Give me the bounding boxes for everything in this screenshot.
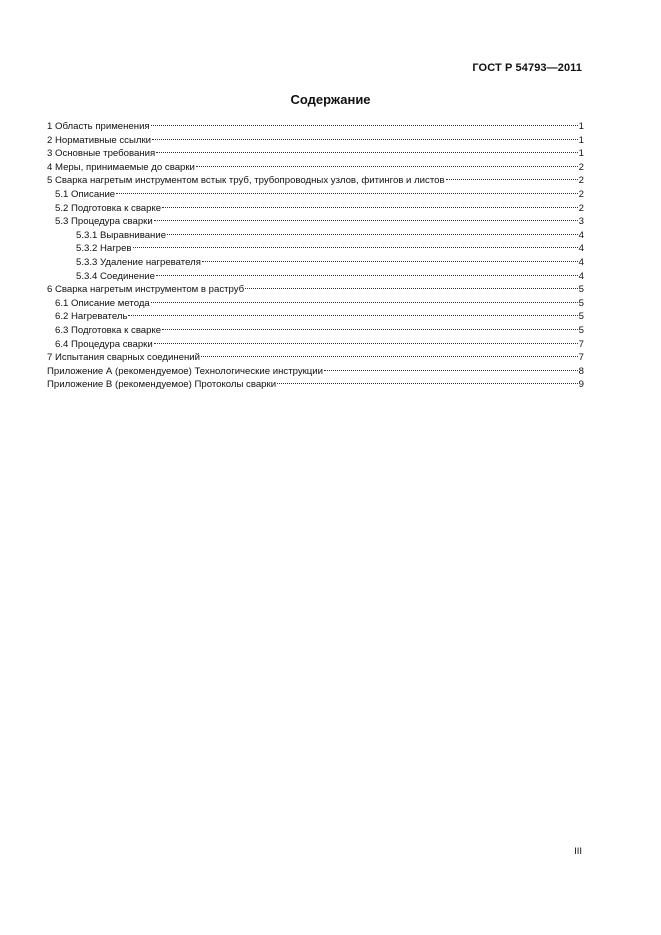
toc-entry-label: 5.3.4 Соединение	[76, 270, 155, 282]
toc-dot-leader	[151, 302, 578, 303]
toc-entry[interactable]	[47, 161, 584, 175]
toc-dot-leader	[116, 193, 578, 194]
toc-entry-page: 5	[578, 311, 584, 323]
toc-entry[interactable]	[47, 324, 584, 338]
toc-entry-label: 5.1 Описание	[55, 188, 116, 200]
toc-entry[interactable]	[47, 351, 584, 365]
toc-entry-label: 6.4 Процедура сварки	[55, 338, 153, 350]
toc-dot-leader	[154, 343, 578, 344]
toc-entry-label: Приложение В (рекомендуемое) Протоколы сварки	[47, 379, 277, 391]
toc-entry-label: 6 Сварка нагретым инструментом в раструб	[47, 284, 245, 296]
toc-dot-leader	[196, 166, 578, 167]
toc-dot-leader	[154, 220, 578, 221]
toc-dot-leader	[151, 125, 578, 126]
toc-entry-page: 5	[578, 284, 584, 296]
toc-dot-leader	[277, 383, 578, 384]
toc-entry-page: 7	[578, 338, 584, 350]
toc-entry-page: 1	[578, 121, 584, 132]
toc-dot-leader	[162, 329, 578, 330]
toc-dot-leader	[324, 370, 578, 371]
toc-entry[interactable]	[47, 215, 584, 229]
table-of-contents	[47, 120, 584, 392]
toc-dot-leader	[133, 247, 578, 248]
toc-entry[interactable]	[47, 174, 584, 188]
toc-entry[interactable]	[47, 147, 584, 161]
toc-dot-leader	[202, 261, 578, 262]
toc-entry-page: 2	[578, 202, 584, 214]
toc-dot-leader	[162, 207, 578, 208]
toc-entry-label: 5.3.2 Нагрев	[76, 243, 132, 255]
document-code: ГОСТ Р 54793—2011	[472, 62, 582, 74]
toc-entry-label: 5.3 Процедура сварки	[55, 216, 153, 228]
toc-dot-leader	[156, 275, 578, 276]
toc-entry-label: 6.1 Описание метода	[55, 297, 150, 309]
toc-entry[interactable]	[47, 242, 584, 256]
toc-entry[interactable]	[47, 338, 584, 352]
toc-entry-label: 5.3.3 Удаление нагревателя	[76, 256, 201, 268]
toc-entry[interactable]	[47, 270, 584, 284]
toc-entry-page: 2	[578, 188, 584, 200]
toc-entry[interactable]	[47, 365, 584, 379]
toc-entry[interactable]	[47, 134, 584, 148]
toc-entry-page: 2	[578, 175, 584, 187]
toc-entry-label: 6.3 Подготовка к сварке	[55, 324, 162, 336]
toc-entry[interactable]	[47, 229, 584, 243]
toc-title: Содержание	[290, 92, 371, 107]
toc-entry-page: 8	[578, 365, 584, 377]
toc-entry-page: 4	[578, 229, 584, 241]
toc-dot-leader	[201, 356, 578, 357]
toc-dot-leader	[167, 234, 578, 235]
toc-entry-page: 4	[578, 256, 584, 268]
toc-entry-page: 7	[578, 352, 584, 364]
toc-entry-label: 6.2 Нагреватель	[55, 311, 128, 323]
toc-entry[interactable]	[47, 188, 584, 202]
toc-entry-page: 2	[578, 161, 584, 173]
toc-entry[interactable]	[47, 378, 584, 392]
toc-entry-page: 5	[578, 324, 584, 336]
toc-entry-label: 5.3.1 Выравнивание	[76, 229, 167, 241]
toc-dot-leader	[156, 152, 578, 153]
toc-entry-label: 7 Испытания сварных соединений	[47, 352, 201, 364]
page-number: III	[574, 846, 582, 857]
toc-entry-label: Приложение А (рекомендуемое) Технологические инструкции	[47, 365, 324, 377]
toc-entry-label: 2 Нормативные ссылки	[47, 134, 152, 146]
toc-entry-label: 3 Основные требования	[47, 148, 156, 160]
toc-dot-leader	[245, 288, 577, 289]
toc-entry-label: 1 Область применения	[47, 121, 150, 132]
toc-entry-page: 9	[578, 379, 584, 391]
toc-entry-page: 3	[578, 216, 584, 228]
toc-entry-page: 5	[578, 297, 584, 309]
toc-entry-page: 1	[578, 134, 584, 146]
toc-entry-label: 4 Меры, принимаемые до сварки	[47, 161, 195, 173]
toc-entry[interactable]	[47, 310, 584, 324]
toc-entry[interactable]	[47, 283, 584, 297]
toc-entry[interactable]	[47, 256, 584, 270]
toc-entry-label: 5.2 Подготовка к сварке	[55, 202, 162, 214]
toc-entry[interactable]	[47, 120, 584, 134]
toc-entry-label: 5 Сварка нагретым инструментом встык труб, трубопроводных узлов, фитингов и листов	[47, 175, 445, 187]
toc-dot-leader	[152, 139, 578, 140]
toc-entry-page: 1	[578, 148, 584, 160]
toc-dot-leader	[446, 179, 578, 180]
toc-entry-page: 4	[578, 270, 584, 282]
toc-dot-leader	[128, 315, 577, 316]
toc-entry[interactable]	[47, 297, 584, 311]
toc-entry[interactable]	[47, 202, 584, 216]
toc-entry-page: 4	[578, 243, 584, 255]
